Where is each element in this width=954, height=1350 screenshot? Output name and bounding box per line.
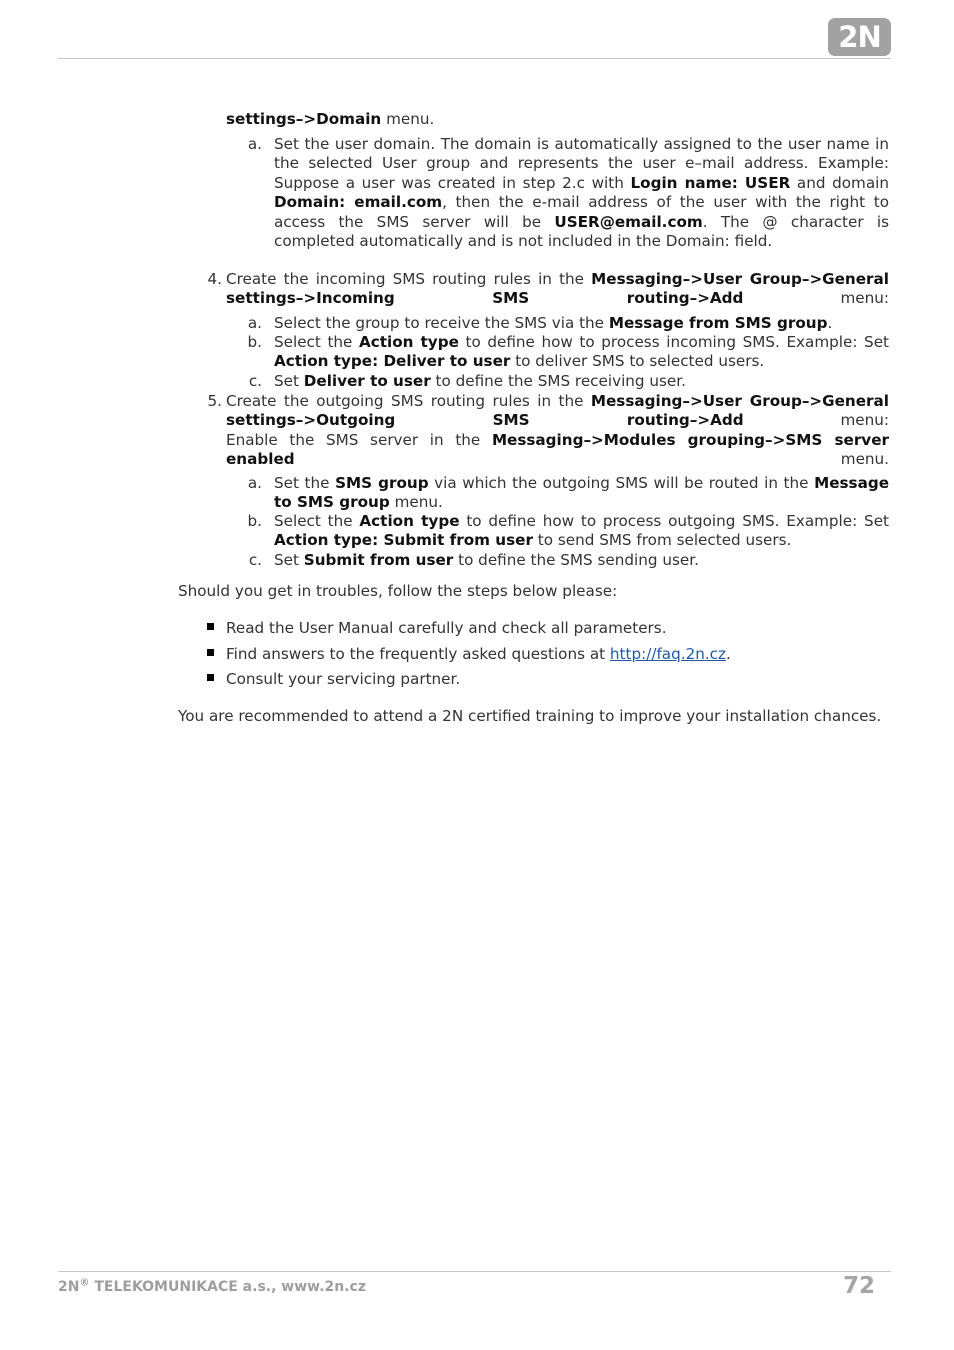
step-5c-item: c. Set Submit from user to define the SMS sending user.	[248, 551, 699, 569]
footer-company: 2N® TELEKOMUNIKACE a.s., www.2n.cz	[58, 1277, 366, 1295]
bullet-item: Consult your servicing partner.	[226, 670, 889, 689]
bullet-square-icon	[207, 623, 214, 630]
bullet-item: Find answers to the frequently asked questions at http://faq.2n.cz.	[226, 645, 889, 664]
page-number: 72	[842, 1273, 875, 1299]
step-4-item	[207, 270, 889, 309]
step-4a-item: a. Select the group to receive the SMS via the Message from SMS group.	[247, 314, 833, 332]
menu-path: settings–>Domain	[226, 110, 382, 128]
step-4-line-1: Create the incoming SMS routing rules in the Messaging–>User Group–>General settings–>Incoming SMS routing–>Add menu:	[226, 270, 889, 308]
bullet-square-icon	[207, 649, 214, 656]
item-number: 5.	[207, 392, 222, 410]
step-5-line-1: Create the outgoing SMS routing rules in the Messaging–>User Group–>General settings–>Outgoing SMS routing–>Add menu:	[226, 392, 889, 430]
intro-line: settings–>Domain menu.	[226, 110, 435, 128]
step-3a-item: a. Set the user domain. The domain is automatically assigned to the user name in the selected User group and represents the user e–mail address. Example: Suppose a user was created in step 2.c with Login name: USER and domain Domain: email.com, then the e-mail address of the user with the right to access the SMS server will be USER@email.com. The @ character is completed automatically and is not included in the Domain: field.	[274, 135, 889, 251]
item-letter: a.	[247, 135, 262, 153]
step-5-item	[207, 392, 890, 470]
troubles-paragraph: Should you get in troubles, follow the steps below please:	[178, 582, 618, 600]
header-divider	[58, 58, 891, 59]
bullet-square-icon	[207, 674, 214, 681]
item-number: 4.	[207, 270, 222, 288]
faq-link[interactable]: http://faq.2n.cz	[609, 645, 727, 663]
footer-divider	[58, 1271, 891, 1272]
step-5b-item: b. Select the Action type to define how to process outgoing SMS. Example: Set Action type: Submit from user to send SMS from selected users.	[247, 512, 889, 550]
step-4c-item: c. Set Deliver to user to define the SMS receiving user.	[248, 372, 686, 390]
step-5a-item: a. Set the SMS group via which the outgoing SMS will be routed in the Message to SMS group menu.	[247, 474, 889, 512]
bullet-item: Read the User Manual carefully and check all parameters.	[226, 619, 889, 638]
step-4b-item: b. Select the Action type to define how to process incoming SMS. Example: Set Action type: Deliver to user to deliver SMS to selected users.	[247, 333, 889, 371]
step-5-line-2: Enable the SMS server in the Messaging–>Modules grouping–>SMS server enabled menu.	[226, 430, 890, 469]
closing-paragraph: You are recommended to attend a 2N certified training to improve your installation chances.	[178, 707, 882, 725]
company-logo: 2N	[828, 18, 891, 56]
